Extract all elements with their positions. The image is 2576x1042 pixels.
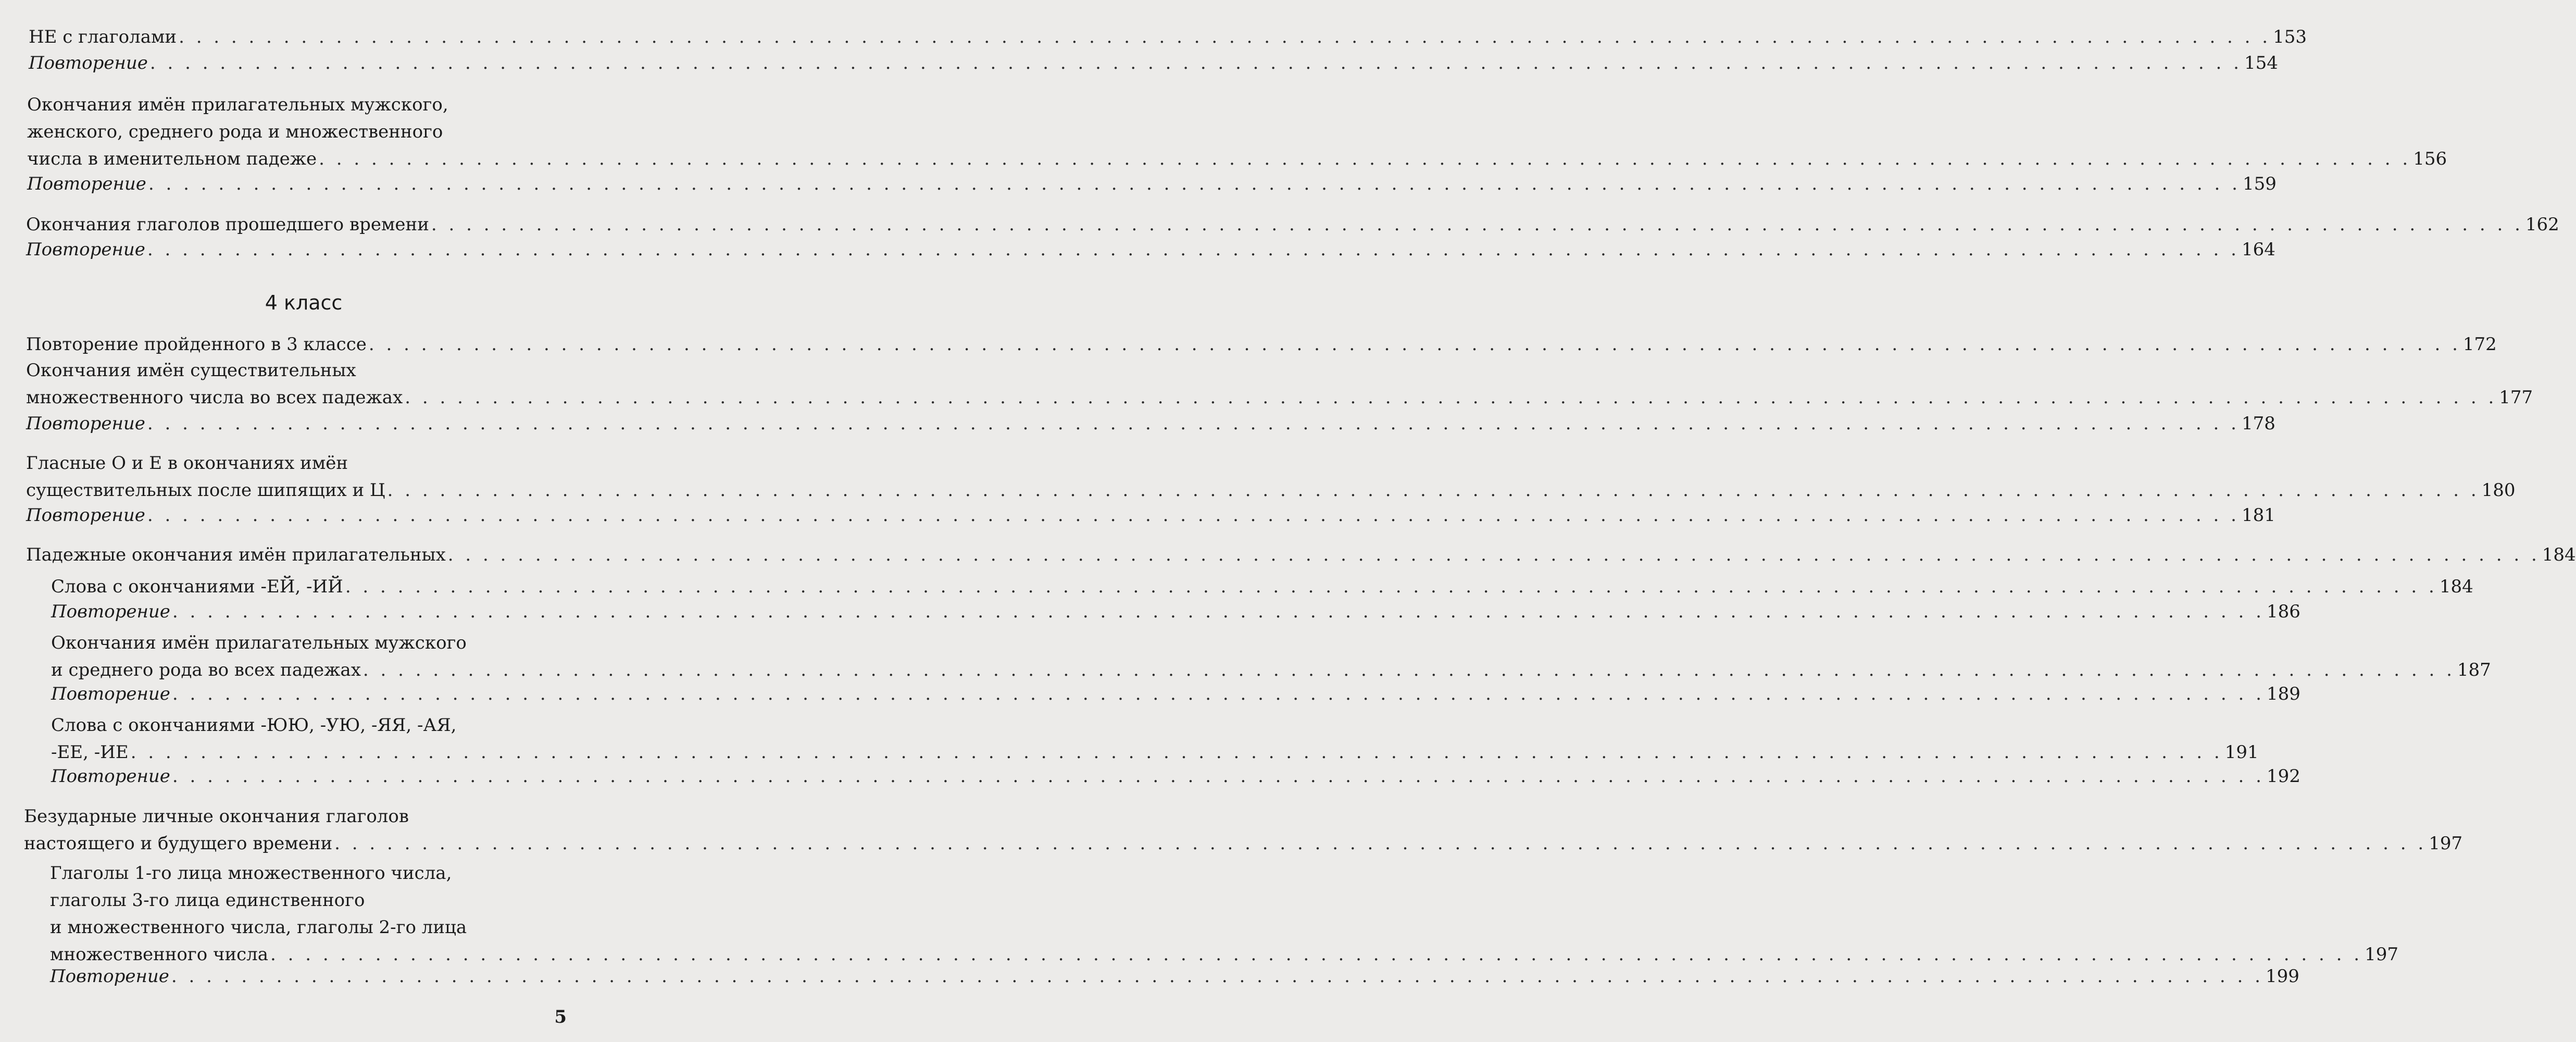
toc-subentry-glagoly-lica bbox=[50, 860, 2398, 968]
toc-page-number: 184 bbox=[2439, 576, 2473, 597]
toc-entry-glasnye-o-i-e bbox=[26, 450, 2516, 504]
toc-entry-bezudarnye-lichnye bbox=[24, 803, 2463, 857]
toc-entry-title: Повторение bbox=[51, 766, 170, 787]
dot-leader: . . . . . . . . . . . . . . . . . . . . . . . . . . . . . . . . . . . . . . . . . . . . . . . . . . . . . . . . . . . . . . . . . . . . . . . . . . . . . . . . . . . . . . . . . . . . . . . . . . . . . . . . . . . . . . . . . . . . . . . . bbox=[447, 544, 2540, 565]
toc-page-number: 191 bbox=[2224, 742, 2259, 763]
dot-leader: . . . . . . . . . . . . . . . . . . . . . . . . . . . . . . . . . . . . . . . . . . . . . . . . . . . . . . . . . . . . . . . . . . . . . . . . . . . . . . . . . . . . . . . . . . . . . . . . . . . . . . . . . . . . . . . . . . . . . . . . bbox=[172, 601, 2265, 622]
toc-page-number: 187 bbox=[2457, 660, 2491, 680]
toc-entry-title: Повторение bbox=[51, 601, 170, 622]
toc-page-number: 177 bbox=[2499, 387, 2533, 408]
toc-page-number: 156 bbox=[2413, 148, 2447, 169]
toc-entry-padezhnye-okonchaniya bbox=[26, 541, 2576, 568]
toc-page-number: 197 bbox=[2429, 833, 2463, 854]
toc-entry-line: Безударные личные окончания глаголов bbox=[24, 806, 409, 827]
toc-entry-title: существительных после шипящих и Ц bbox=[26, 480, 385, 501]
toc-page-number: 199 bbox=[2265, 966, 2299, 987]
dot-leader: . . . . . . . . . . . . . . . . . . . . . . . . . . . . . . . . . . . . . . . . . . . . . . . . . . . . . . . . . . . . . . . . . . . . . . . . . . . . . . . . . . . . . . . . . . . . . . . . . . . . . . . . . . . . . . . . . . . . . . . . bbox=[171, 966, 2264, 987]
toc-page-number: 189 bbox=[2266, 684, 2300, 704]
dot-leader: . . . . . . . . . . . . . . . . . . . . . . . . . . . . . . . . . . . . . . . . . . . . . . . . . . . . . . . . . . . . . . . . . . . . . . . . . . . . . . . . . . . . . . . . . . . . . . . . . . . . . . . . . . . . . . . . . . . . . . . . bbox=[387, 480, 2480, 501]
toc-page-number: 192 bbox=[2266, 766, 2300, 787]
toc-page-number: 181 bbox=[2241, 505, 2275, 526]
toc-subentry-povtorenie bbox=[51, 680, 2300, 708]
dot-leader: . . . . . . . . . . . . . . . . . . . . . . . . . . . . . . . . . . . . . . . . . . . . . . . . . . . . . . . . . . . . . . . . . . . . . . . . . . . . . . . . . . . . . . . . . . . . . . . . . . . . . . . . . . . . . . . . . . . . . . . . bbox=[147, 239, 2240, 260]
toc-entry-title: НЕ с глаголами bbox=[29, 27, 177, 47]
toc-entry-title: множественного числа bbox=[50, 944, 269, 965]
toc-entry-okonchaniya-glagolov bbox=[26, 211, 2559, 238]
toc-entry-title: Повторение bbox=[51, 684, 170, 704]
toc-entry-title: Слова с окончаниями -ЕЙ, -ИЙ bbox=[51, 576, 343, 597]
page-number: 5 bbox=[554, 1007, 567, 1027]
toc-entry-title: Падежные окончания имён прилагательных bbox=[26, 544, 446, 565]
toc-entry-line: Слова с окончаниями -ЮЮ, -УЮ, -ЯЯ, -АЯ, bbox=[51, 715, 457, 736]
toc-subentry-povtorenie bbox=[51, 598, 2300, 625]
toc-entry-line: Окончания имён существительных bbox=[26, 360, 356, 381]
dot-leader: . . . . . . . . . . . . . . . . . . . . . . . . . . . . . . . . . . . . . . . . . . . . . . . . . . . . . . . . . . . . . . . . . . . . . . . . . . . . . . . . . . . . . . . . . . . . . . . . . . . . . . . . . . . . . . . . . . . . . . . . bbox=[172, 684, 2265, 704]
toc-page-number: 184 bbox=[2542, 544, 2576, 565]
toc-entry-okonchaniya-prilagatelnyh bbox=[27, 91, 2447, 172]
toc-page-number: 153 bbox=[2273, 27, 2307, 47]
toc-subentry-yuyu-uyu bbox=[51, 712, 2259, 766]
toc-subentry-povtorenie bbox=[51, 763, 2300, 790]
section-heading: 4 класс bbox=[265, 291, 343, 314]
dot-leader: . . . . . . . . . . . . . . . . . . . . . . . . . . . . . . . . . . . . . . . . . . . . . . . . . . . . . . . . . . . . . . . . . . . . . . . . . . . . . . . . . . . . . . . . . . . . . . . . . . . . . . . . . . . . . . . . . . . . . . . . bbox=[149, 53, 2242, 73]
toc-page-number: 159 bbox=[2242, 173, 2277, 194]
toc-entry-okonchaniya-sushchestvitelnyh bbox=[26, 357, 2533, 411]
toc-subentry-povtorenie bbox=[50, 963, 2299, 990]
toc-entry-title: Повторение bbox=[50, 966, 169, 987]
toc-entry-povtorenie-proidennogo bbox=[26, 331, 2497, 358]
toc-entry-title: числа в именительном падеже bbox=[27, 148, 317, 169]
toc-entry-line: женского, среднего рода и множественного bbox=[27, 121, 443, 142]
toc-entry-title: Повторение bbox=[27, 173, 146, 194]
toc-entry-povtorenie bbox=[29, 49, 2278, 77]
dot-leader: . . . . . . . . . . . . . . . . . . . . . . . . . . . . . . . . . . . . . . . . . . . . . . . . . . . . . . . . . . . . . . . . . . . . . . . . . . . . . . . . . . . . . . . . . . . . . . . . . . . . . . . . . . . . . . . . . . . . . . . . bbox=[147, 413, 2240, 434]
toc-entry-title: Повторение bbox=[26, 413, 145, 434]
toc-entry-title: Повторение bbox=[26, 505, 145, 526]
toc-subentry-muzhskogo-srednego bbox=[51, 629, 2491, 684]
toc-entry-povtorenie bbox=[26, 236, 2275, 263]
dot-leader: . . . . . . . . . . . . . . . . . . . . . . . . . . . . . . . . . . . . . . . . . . . . . . . . . . . . . . . . . . . . . . . . . . . . . . . . . . . . . . . . . . . . . . . . . . . . . . . . . . . . . . . . . . . . . . . . . . . . . . . . bbox=[147, 505, 2240, 526]
toc-entry-povtorenie bbox=[27, 170, 2277, 197]
toc-page-number: 162 bbox=[2525, 214, 2559, 235]
toc-entry-title: множественного числа во всех падежах bbox=[26, 387, 403, 408]
toc-subentry-ei-ii bbox=[51, 573, 2473, 600]
toc-page-number: 186 bbox=[2266, 601, 2300, 622]
dot-leader: . . . . . . . . . . . . . . . . . . . . . . . . . . . . . . . . . . . . . . . . . . . . . . . . . . . . . . . . . . . . . . . . . . . . . . . . . . . . . . . . . . . . . . . . . . . . . . . . . . . . . . . . . . . . . . . . . . . . . . . . bbox=[319, 148, 2411, 169]
dot-leader: . . . . . . . . . . . . . . . . . . . . . . . . . . . . . . . . . . . . . . . . . . . . . . . . . . . . . . . . . . . . . . . . . . . . . . . . . . . . . . . . . . . . . . . . . . . . . . . . . . . . . . . . . . . . . . . . . . . . . . . . bbox=[334, 833, 2427, 854]
toc-entry-line: Окончания имён прилагательных мужского, bbox=[27, 94, 448, 115]
dot-leader: . . . . . . . . . . . . . . . . . . . . . . . . . . . . . . . . . . . . . . . . . . . . . . . . . . . . . . . . . . . . . . . . . . . . . . . . . . . . . . . . . . . . . . . . . . . . . . . . . . . . . . . . . . . . . . . . . . . . . . . . bbox=[345, 576, 2437, 597]
toc-page-number: 154 bbox=[2244, 53, 2278, 73]
toc-entry-title: Повторение bbox=[29, 53, 148, 73]
toc-entry-title: Повторение пройденного в 3 классе bbox=[26, 334, 367, 355]
toc-entry-povtorenie bbox=[26, 502, 2275, 529]
toc-entry-title: Повторение bbox=[26, 239, 145, 260]
dot-leader: . . . . . . . . . . . . . . . . . . . . . . . . . . . . . . . . . . . . . . . . . . . . . . . . . . . . . . . . . . . . . . . . . . . . . . . . . . . . . . . . . . . . . . . . . . . . . . . . . . . . . . . . . . . . . . . . . . . . . . . . bbox=[130, 742, 2223, 763]
dot-leader: . . . . . . . . . . . . . . . . . . . . . . . . . . . . . . . . . . . . . . . . . . . . . . . . . . . . . . . . . . . . . . . . . . . . . . . . . . . . . . . . . . . . . . . . . . . . . . . . . . . . . . . . . . . . . . . . . . . . . . . . bbox=[405, 387, 2497, 408]
toc-entry-title: настоящего и будущего времени bbox=[24, 833, 333, 854]
dot-leader: . . . . . . . . . . . . . . . . . . . . . . . . . . . . . . . . . . . . . . . . . . . . . . . . . . . . . . . . . . . . . . . . . . . . . . . . . . . . . . . . . . . . . . . . . . . . . . . . . . . . . . . . . . . . . . . . . . . . . . . . bbox=[368, 334, 2461, 355]
dot-leader: . . . . . . . . . . . . . . . . . . . . . . . . . . . . . . . . . . . . . . . . . . . . . . . . . . . . . . . . . . . . . . . . . . . . . . . . . . . . . . . . . . . . . . . . . . . . . . . . . . . . . . . . . . . . . . . . . . . . . . . . bbox=[431, 214, 2523, 235]
toc-entry-title: Окончания глаголов прошедшего времени bbox=[26, 214, 429, 235]
dot-leader: . . . . . . . . . . . . . . . . . . . . . . . . . . . . . . . . . . . . . . . . . . . . . . . . . . . . . . . . . . . . . . . . . . . . . . . . . . . . . . . . . . . . . . . . . . . . . . . . . . . . . . . . . . . . . . . . . . . . . . . . bbox=[179, 27, 2271, 47]
toc-entry-line: Гласные О и Е в окончаниях имён bbox=[26, 453, 348, 474]
toc-page-number: 164 bbox=[2241, 239, 2275, 260]
toc-page-number: 178 bbox=[2241, 413, 2275, 434]
toc-entry-title: -ЕЕ, -ИЕ bbox=[51, 742, 129, 763]
toc-entry-line: глаголы 3-го лица единственного bbox=[50, 890, 365, 911]
toc-entry-title: и среднего рода во всех падежах bbox=[51, 660, 361, 680]
toc-entry-line: Глаголы 1-го лица множественного числа, bbox=[50, 863, 452, 884]
dot-leader: . . . . . . . . . . . . . . . . . . . . . . . . . . . . . . . . . . . . . . . . . . . . . . . . . . . . . . . . . . . . . . . . . . . . . . . . . . . . . . . . . . . . . . . . . . . . . . . . . . . . . . . . . . . . . . . . . . . . . . . . bbox=[172, 766, 2265, 787]
dot-leader: . . . . . . . . . . . . . . . . . . . . . . . . . . . . . . . . . . . . . . . . . . . . . . . . . . . . . . . . . . . . . . . . . . . . . . . . . . . . . . . . . . . . . . . . . . . . . . . . . . . . . . . . . . . . . . . . . . . . . . . . bbox=[270, 944, 2363, 965]
dot-leader: . . . . . . . . . . . . . . . . . . . . . . . . . . . . . . . . . . . . . . . . . . . . . . . . . . . . . . . . . . . . . . . . . . . . . . . . . . . . . . . . . . . . . . . . . . . . . . . . . . . . . . . . . . . . . . . . . . . . . . . . bbox=[362, 660, 2455, 680]
toc-page-number: 197 bbox=[2365, 944, 2398, 965]
toc-entry-line: и множественного числа, глаголы 2-го лица bbox=[50, 917, 467, 938]
toc-page-number: 180 bbox=[2481, 480, 2516, 501]
toc-entry-ne-s-glagolami bbox=[29, 23, 2307, 51]
toc-entry-line: Окончания имён прилагательных мужского bbox=[51, 632, 467, 653]
toc-entry-povtorenie bbox=[26, 410, 2275, 437]
toc-page-number: 172 bbox=[2462, 334, 2497, 355]
dot-leader: . . . . . . . . . . . . . . . . . . . . . . . . . . . . . . . . . . . . . . . . . . . . . . . . . . . . . . . . . . . . . . . . . . . . . . . . . . . . . . . . . . . . . . . . . . . . . . . . . . . . . . . . . . . . . . . . . . . . . . . . bbox=[148, 173, 2241, 194]
